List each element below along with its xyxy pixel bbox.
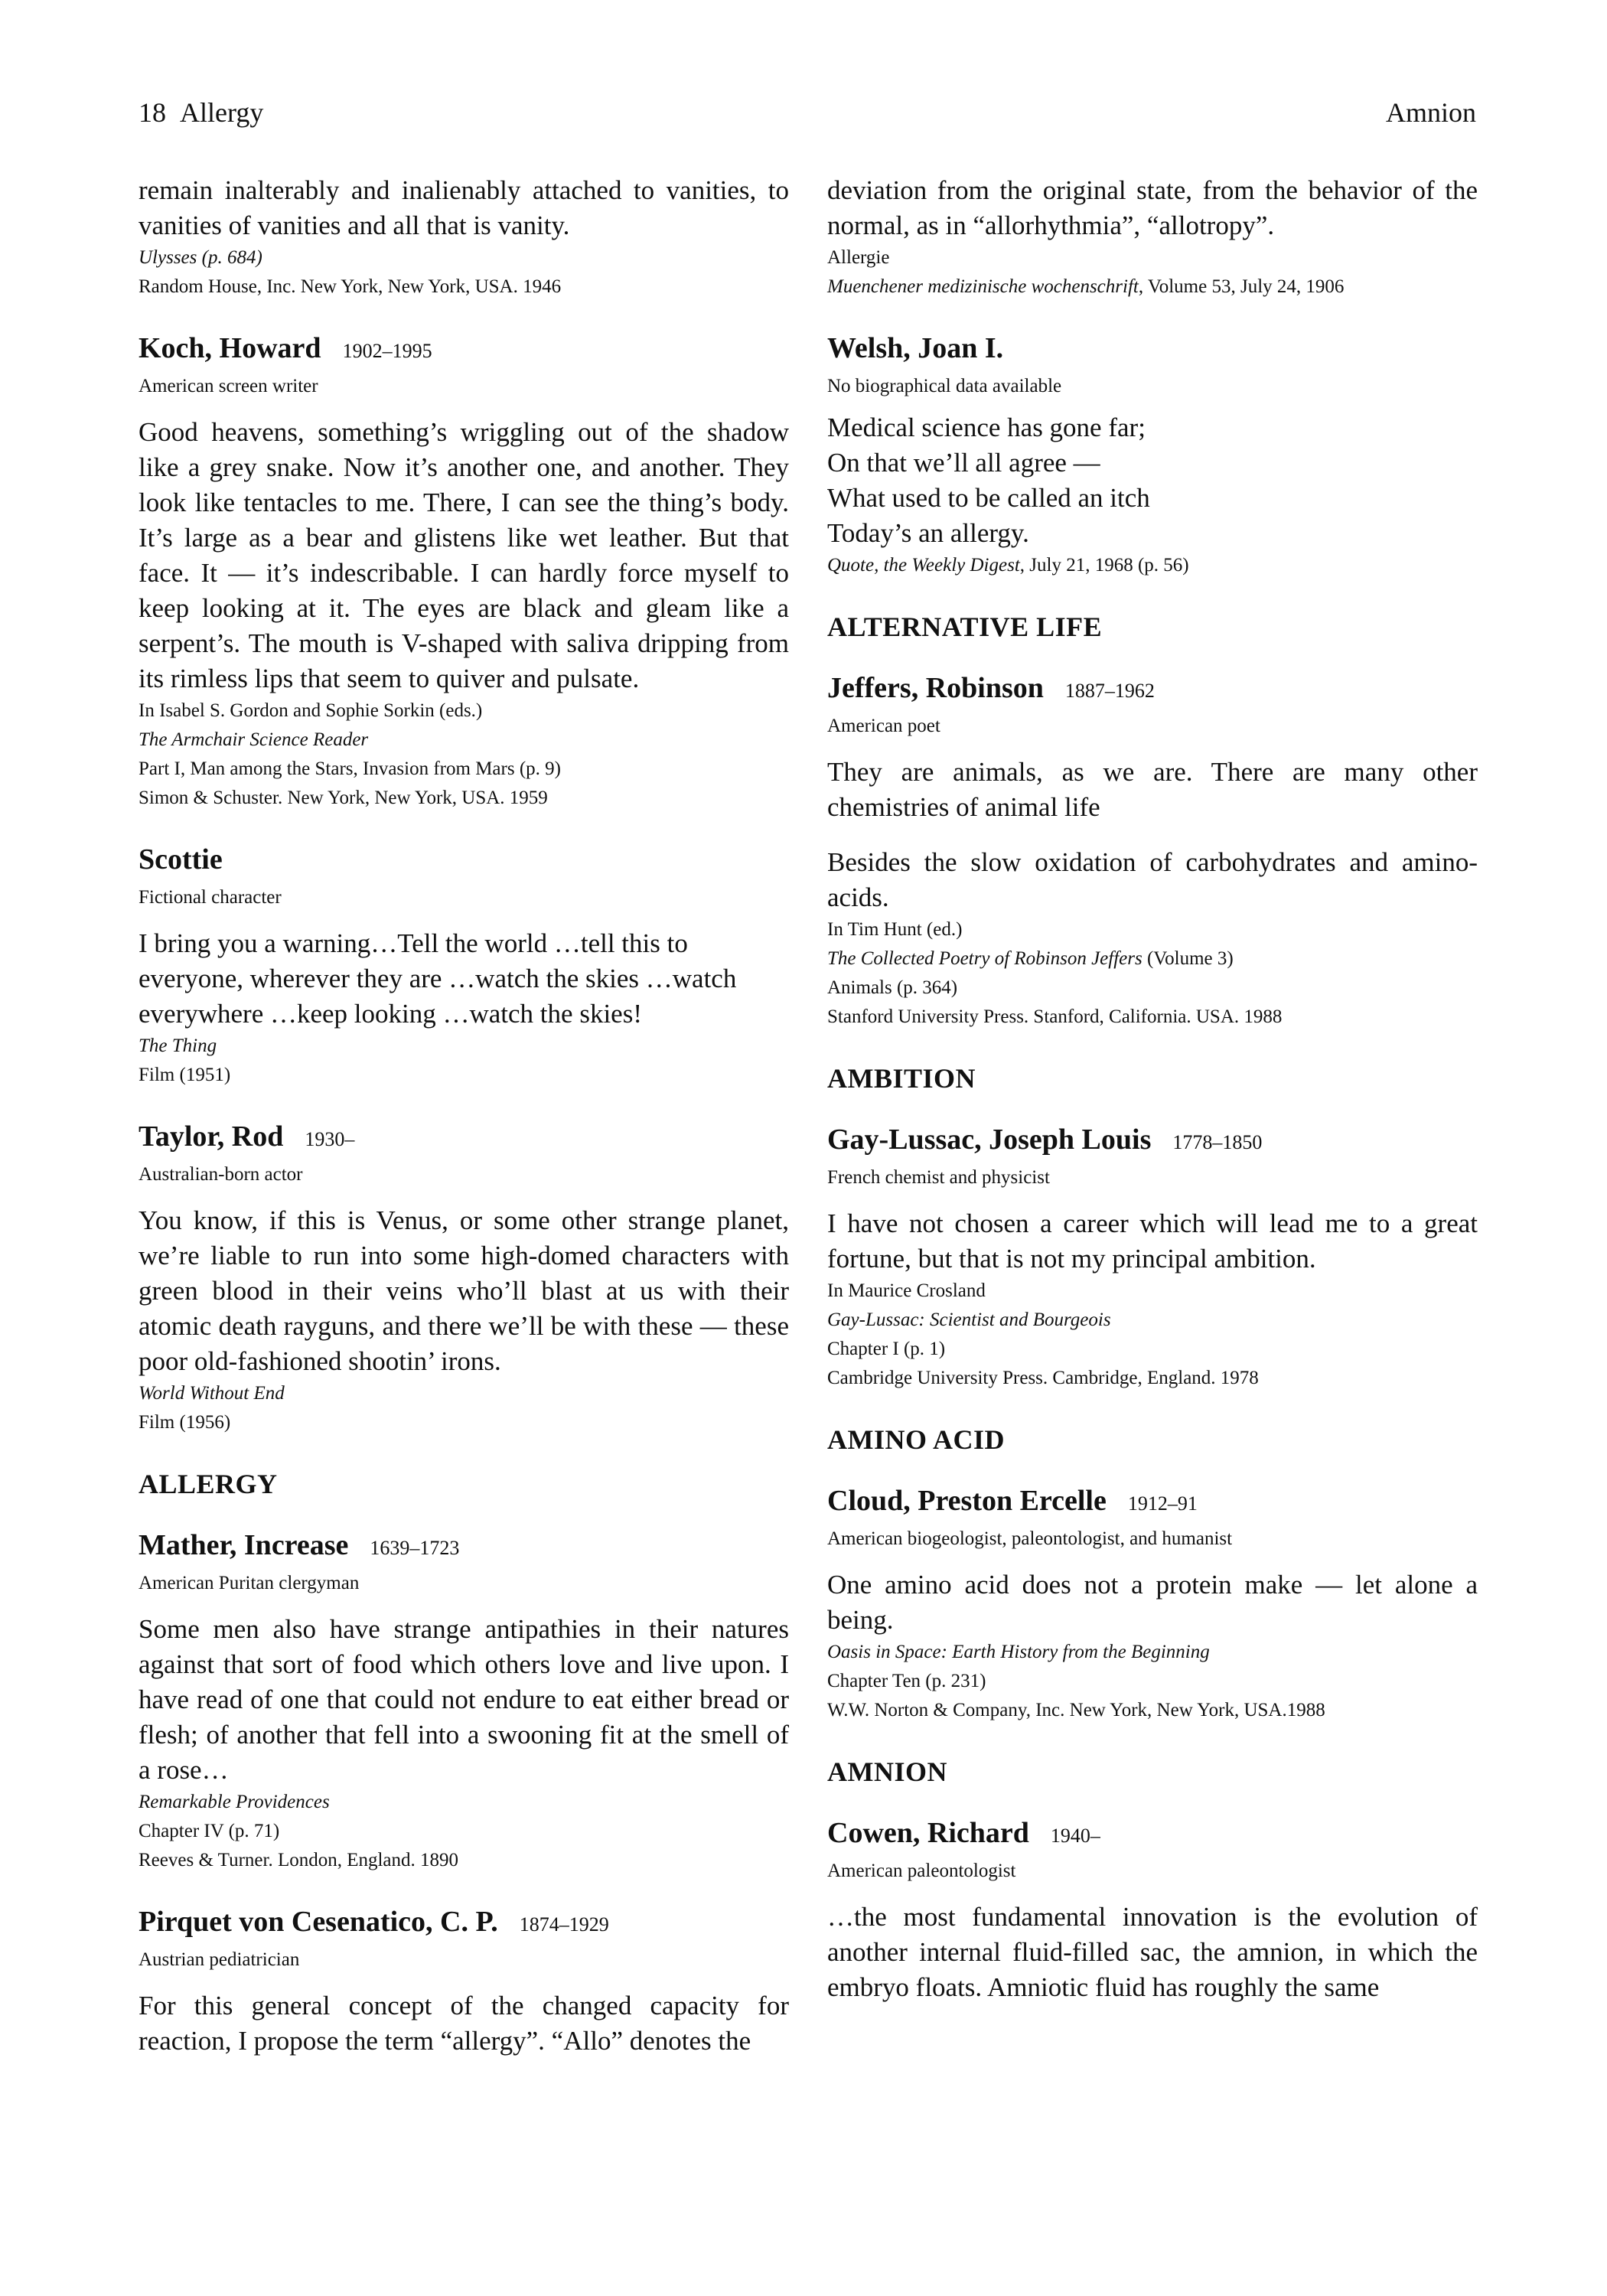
quote-text: Some men also have strange antipathies in their natures against that sort of food which others love and live upon. I have read of one that could not endure to eat either bread or flesh; of another that fell into a swooning fit at the smell of a rose…: [139, 1614, 789, 1785]
entry-jeffers-robinson: [827, 669, 1478, 1032]
author-dates: 1874–1929: [519, 1913, 609, 1936]
author-name: Cloud, Preston Ercelle: [827, 1485, 1107, 1517]
entry-scottie: [139, 840, 789, 1090]
citation-detail: , July 21, 1968 (p. 56): [1019, 555, 1189, 576]
citation: Chapter Ten (p. 231): [827, 1671, 986, 1691]
citation: In Isabel S. Gordon and Sophie Sorkin (eds.): [139, 700, 483, 721]
citation-detail: , Volume 53, July 24, 1906: [1138, 276, 1345, 297]
entry-heading: [139, 329, 789, 373]
author-name: Taylor, Rod: [139, 1120, 284, 1153]
citation: Random House, Inc. New York, New York, USA. 1946: [139, 276, 562, 297]
left-column: [139, 173, 789, 2086]
citation: Film (1951): [139, 1065, 231, 1085]
author-name: Koch, Howard: [139, 332, 321, 364]
author-bio: American screen writer: [139, 376, 318, 396]
citation: Oasis in Space: Earth History from the Beginning: [827, 1642, 1210, 1662]
running-head-left-title: Allergy: [180, 97, 264, 128]
author-bio: American poet: [827, 716, 940, 736]
author-name: Mather, Increase: [139, 1529, 349, 1561]
section-heading-amnion: AMNION: [827, 1756, 947, 1787]
author-name: Scottie: [139, 843, 223, 876]
quote-text: Besides the slow oxidation of carbohydrates and amino-acids.: [827, 847, 1478, 912]
citation: Chapter IV (p. 71): [139, 1821, 280, 1841]
author-name: Cowen, Richard: [827, 1817, 1029, 1849]
quote-text: I bring you a warning…Tell the world …tell this to everyone, wherever they are …watch the skies …watch everywhere …keep looking …watch the skies!: [139, 928, 737, 1029]
quote-text: deviation from the original state, from the behavior of the normal, as in “allorhythmia”, “allotropy”.: [827, 175, 1478, 240]
entry-heading: [827, 1482, 1478, 1526]
section-heading-allergy: ALLERGY: [139, 1469, 278, 1499]
entry-cloud-preston: [827, 1482, 1478, 1725]
citation: Reeves & Turner. London, England. 1890: [139, 1850, 459, 1870]
author-dates: 1902–1995: [342, 340, 432, 362]
entry-cowen-richard: [827, 1814, 1478, 2005]
quote-text: One amino acid does not a protein make — let alone a being.: [827, 1570, 1478, 1635]
poem-line: On that we’ll all agree —: [827, 448, 1100, 478]
citation: In Maurice Crosland: [827, 1280, 986, 1301]
citation: Cambridge University Press. Cambridge, England. 1978: [827, 1368, 1259, 1388]
entry-pirquet: [139, 1903, 789, 2059]
author-bio: No biographical data available: [827, 376, 1062, 396]
poem-line: Medical science has gone far;: [827, 413, 1146, 442]
entry-gay-lussac: [827, 1120, 1478, 1393]
author-bio: French chemist and physicist: [827, 1167, 1050, 1188]
entry-heading: [827, 1120, 1478, 1165]
entry-koch-howard: [139, 329, 789, 813]
section-heading-amino-acid: AMINO ACID: [827, 1424, 1006, 1455]
citation: W.W. Norton & Company, Inc. New York, New York, USA.1988: [827, 1700, 1325, 1720]
section-heading-alternative-life: ALTERNATIVE LIFE: [827, 612, 1103, 642]
citation: Chapter I (p. 1): [827, 1339, 946, 1359]
citation: Ulysses (p. 684): [139, 247, 262, 268]
poem-text: [827, 410, 1478, 551]
quote-text: …the most fundamental innovation is the evolution of another internal fluid-filled sac, the amnion, in which the embryo floats. Amniotic fluid has roughly the same: [827, 1902, 1478, 2002]
poem-line: What used to be called an itch: [827, 483, 1150, 513]
author-dates: 1930–: [305, 1128, 355, 1150]
citation: Part I, Man among the Stars, Invasion from Mars (p. 9): [139, 758, 561, 779]
quote-text: remain inalterably and inalienably attached to vanities, to vanities of vanities and all that is vanity.: [139, 175, 789, 240]
author-bio: Fictional character: [139, 887, 282, 908]
right-column: [827, 173, 1478, 2033]
entry-continued: [827, 173, 1478, 302]
citation-title: The Collected Poetry of Robinson Jeffers: [827, 948, 1143, 969]
citation: [827, 272, 1478, 302]
citation: Remarkable Providences: [139, 1792, 330, 1812]
author-bio: American Puritan clergyman: [139, 1573, 360, 1593]
author-name: Jeffers, Robinson: [827, 672, 1044, 704]
entry-welsh-joan: [827, 329, 1478, 580]
author-bio: Austrian pediatrician: [139, 1949, 300, 1970]
citation-title: Quote, the Weekly Digest: [827, 555, 1020, 576]
author-dates: 1639–1723: [370, 1537, 460, 1559]
citation: Simon & Schuster. New York, New York, USA. 1959: [139, 788, 548, 808]
author-dates: 1940–: [1050, 1825, 1100, 1847]
quote-text: I have not chosen a career which will lead me to a great fortune, but that is not my principal ambition.: [827, 1208, 1478, 1274]
quote-text: They are animals, as we are. There are many other chemistries of animal life: [827, 757, 1478, 822]
citation-detail: (Volume 3): [1142, 948, 1234, 969]
citation: Gay-Lussac: Scientist and Bourgeois: [827, 1309, 1111, 1330]
entry-heading: [139, 1117, 789, 1162]
author-dates: 1887–1962: [1064, 680, 1155, 702]
citation: [827, 944, 1478, 974]
entry-heading: [827, 1814, 1478, 1858]
section-heading-ambition: AMBITION: [827, 1063, 976, 1094]
author-name: Welsh, Joan I.: [827, 332, 1004, 364]
author-bio: American biogeologist, paleontologist, and humanist: [827, 1528, 1233, 1549]
running-head-left: [139, 95, 263, 130]
entry-continued: [139, 173, 789, 302]
entry-heading: [139, 1526, 789, 1570]
quote-text: You know, if this is Venus, or some other strange planet, we’re liable to run into some high-domed characters with green blood in their veins who’ll blast at us with their atomic death rayguns, and there we’ll be with these — these poor old-fashioned shootin’ irons.: [139, 1205, 789, 1376]
entry-heading: [827, 669, 1478, 713]
author-name: Gay-Lussac, Joseph Louis: [827, 1124, 1152, 1156]
running-head-right-title: Amnion: [1385, 97, 1476, 128]
entry-mather-increase: [139, 1526, 789, 1875]
citation-title: Muenchener medizinische wochenschrift: [827, 276, 1139, 297]
entry-heading: [139, 840, 789, 885]
poem-line: Today’s an allergy.: [827, 518, 1029, 548]
citation: [827, 551, 1478, 580]
citation: The Armchair Science Reader: [139, 729, 369, 750]
citation: In Tim Hunt (ed.): [827, 919, 963, 940]
citation: The Thing: [139, 1035, 217, 1056]
author-name: Pirquet von Cesenatico, C. P.: [139, 1906, 498, 1938]
entry-taylor-rod: [139, 1117, 789, 1437]
author-dates: 1912–91: [1127, 1492, 1198, 1515]
citation: Animals (p. 364): [827, 977, 958, 998]
quote-text: Good heavens, something’s wriggling out of the shadow like a grey snake. Now it’s another one, and another. They look like tentacles to me. There, I can see the thing’s body. It’s large as a bear and glistens like wet leather. But that face. It — it’s indescribable. I can hardly force myself to keep looking at it. The eyes are black and gleam like a serpent’s. The mouth is V-shaped with saliva dripping from its rimless lips that seem to quiver and pulsate.: [139, 417, 789, 693]
citation: Film (1956): [139, 1412, 231, 1433]
citation: Allergie: [827, 247, 890, 268]
author-bio: American paleontologist: [827, 1861, 1016, 1881]
entry-heading: [827, 329, 1478, 373]
quote-text: For this general concept of the changed capacity for reaction, I propose the term “allergy”. “Allo” denotes the: [139, 1991, 789, 2056]
author-bio: Australian-born actor: [139, 1164, 303, 1185]
author-dates: 1778–1850: [1172, 1131, 1263, 1153]
citation: Stanford University Press. Stanford, California. USA. 1988: [827, 1006, 1283, 1027]
citation: World Without End: [139, 1383, 285, 1404]
page-number: 18: [139, 97, 166, 128]
entry-heading: [139, 1903, 789, 1947]
